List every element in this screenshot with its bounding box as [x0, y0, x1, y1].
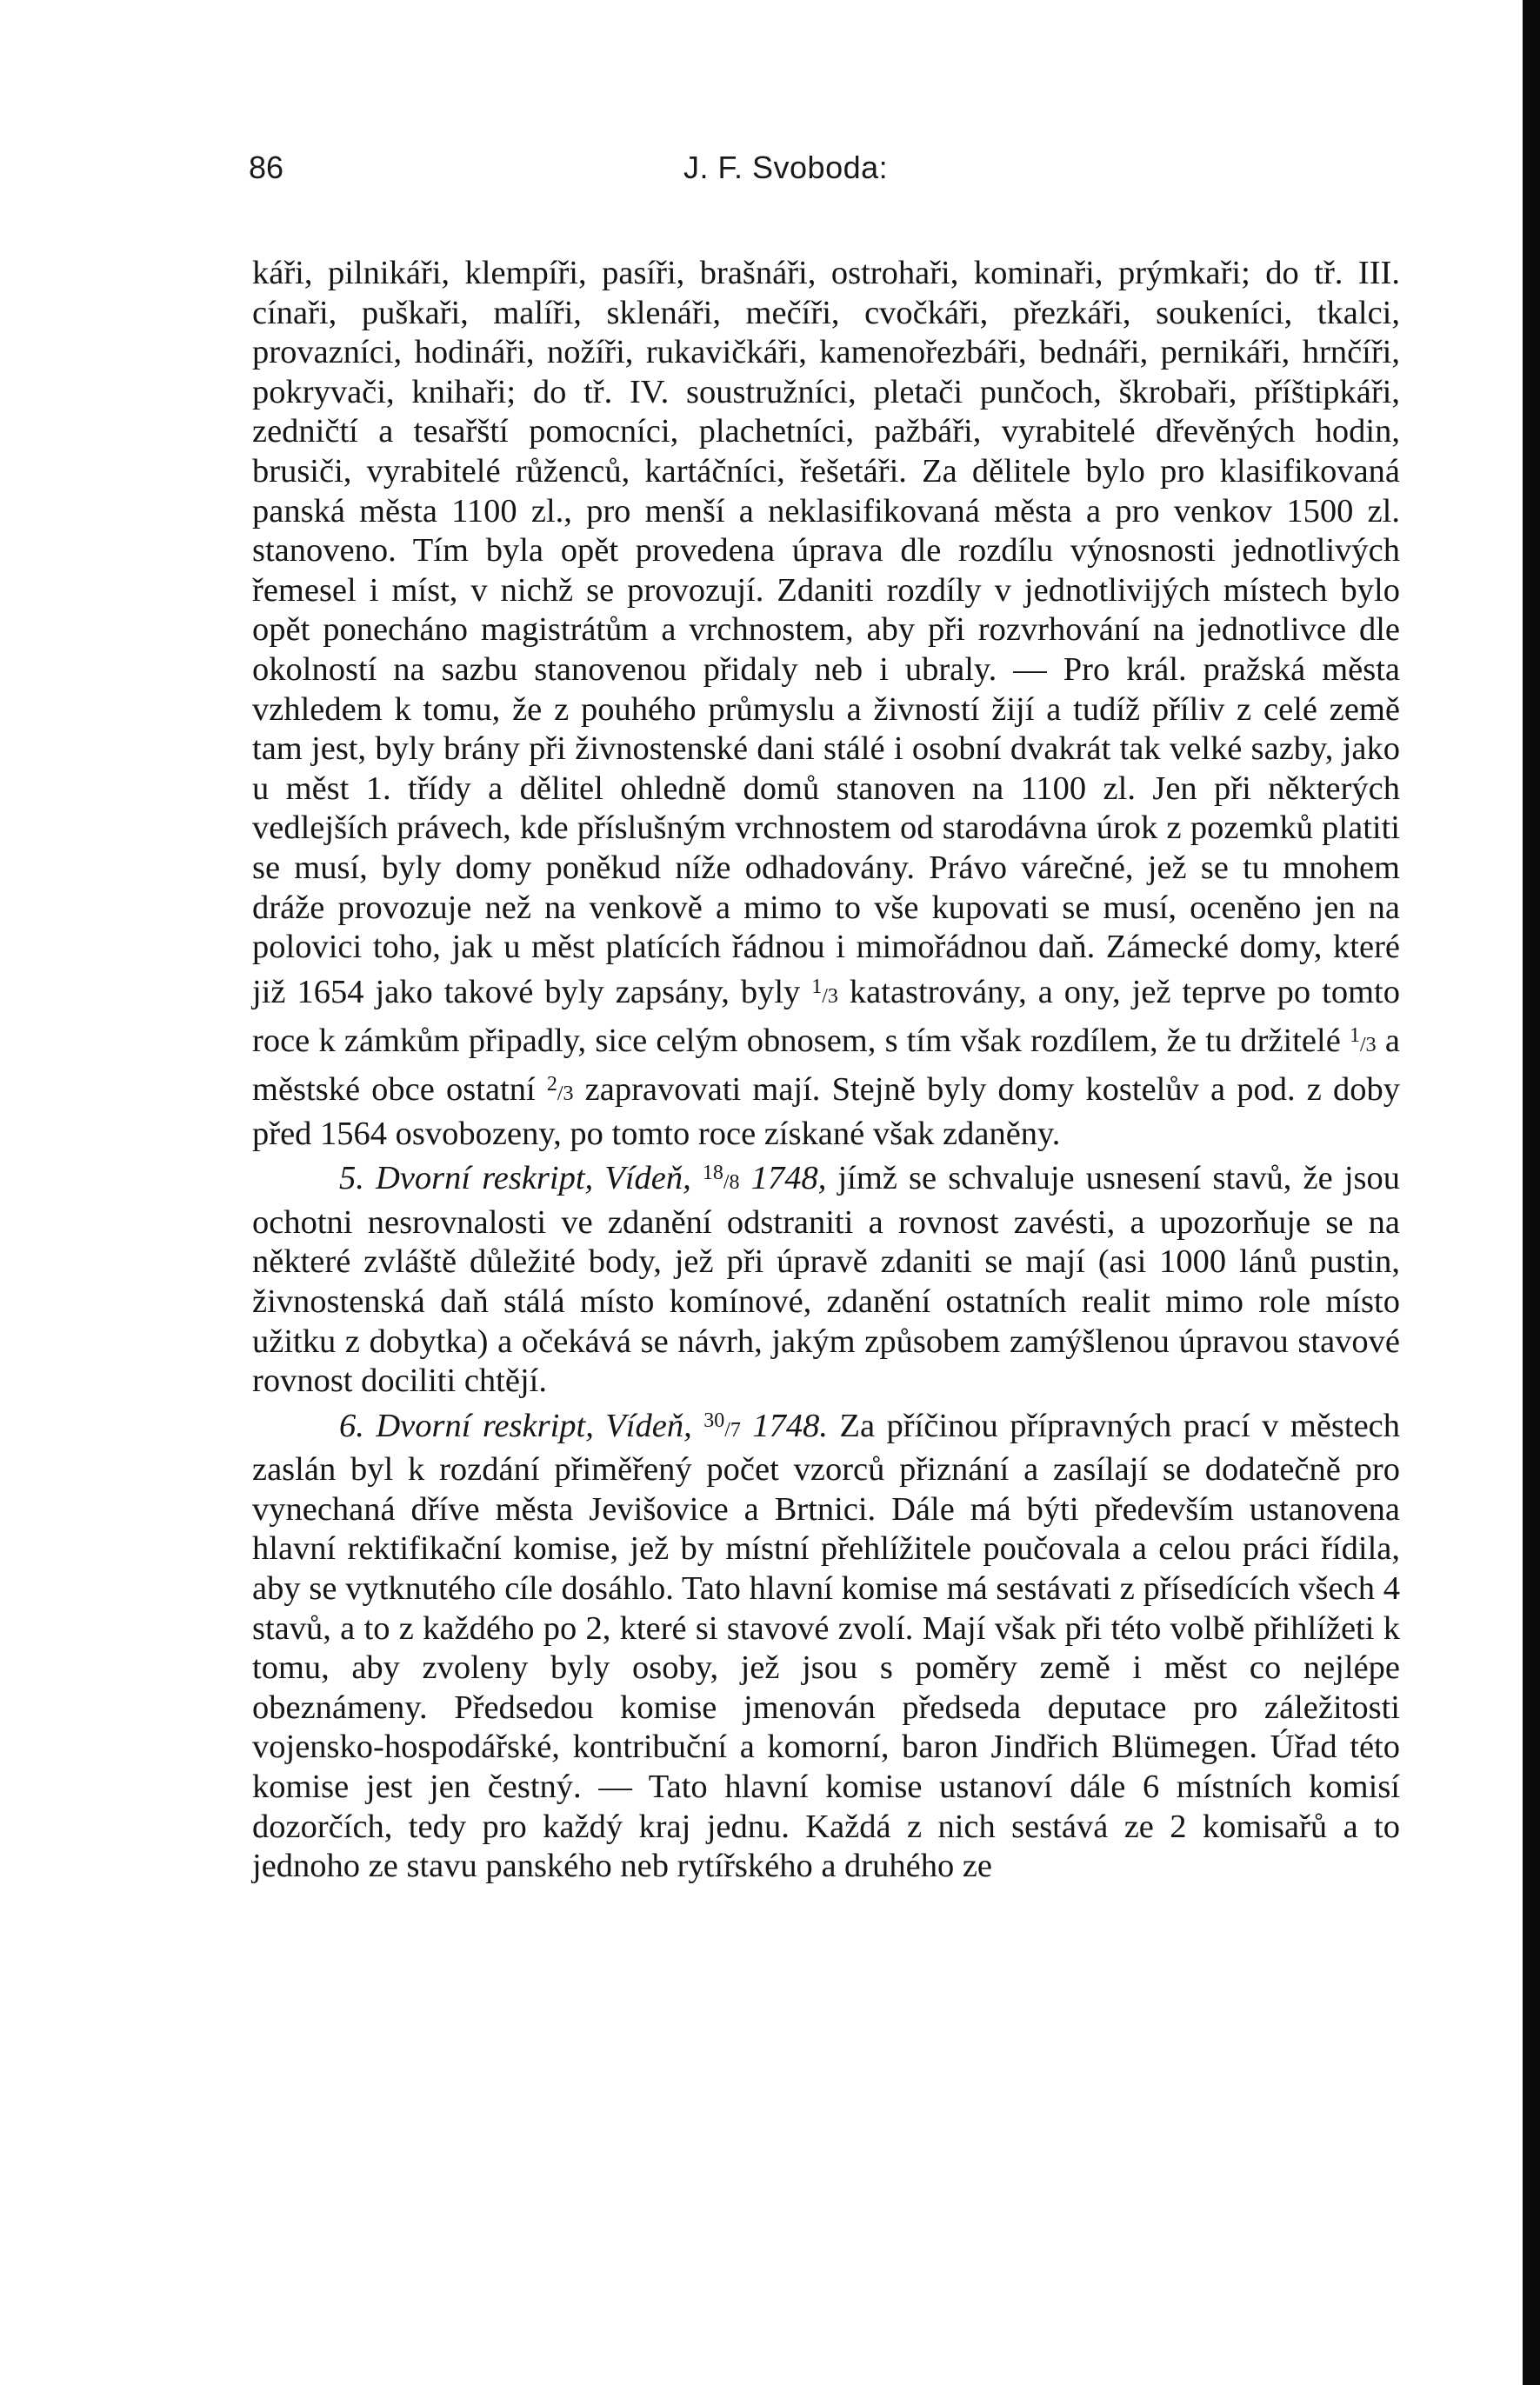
paragraph-text: Za příčinou přípravných prací v městech zaslán byl k rozdání přiměřený počet vzorců přiznání a zasílají se dodatečně pro vynechaná dříve města Jevišovice a Brtnici. Dále má býti především ustanovena hlavní rektifikační komise, jež by místní přehlížitele poučovala a celou práci řídila, aby se vytknutého cíle dosáhlo. Tato hlavní komise má sestávati z přísedících všech 4 stavů, a to z každého po 2, které si stavové zvolí. Mají však při této volbě přihlížeti k tomu, aby zvoleny byly osoby, jež jsou s poměry země i měst co nejlépe obeznámeny. Předsedou komise jmenován předseda deputace pro záležitosti vojensko-hospodářské, kontribuční a komorní, baron Jindřich Blümegen. Úřad této komise jest jen čestný. — Tato hlavní komise ustanoví dále 6 místních komisí dozorčích, tedy pro každý kraj jednu. Každá z nich sestává ze 2 komisařů a to jednoho ze stavu panského neb rytířského a druhého ze	[252, 1407, 1401, 1885]
paragraph-text: káři, pilnikáři, klempíři, pasíři, brašnáři, ostrohaři, kominaři, prýmkaři; do tř. III. cínaři, puškaři, malíři, sklenáři, mečíři, cvočkáři, přezkáři, soukeníci, tkalci, provazníci, hodináři, nožíři, rukavičkáři, kamenořezbáři, bednáři, pernikáři, hrnčíři, pokryvači, knihaři; do tř. IV. soustružníci, pletači punčoch, škrobaři, příštipkáři, zedničtí a tesařští pomocníci, plachetníci, pažbáři, vyrabitelé dřevěných hodin, brusiči, vyrabitelé růženců, kartáčníci, řešetáři. Za dělitele bylo pro klasifikovaná panská města 1100 zl., pro menší a neklasifikovaná města a pro venkov 1500 zl. stanoveno. Tím byla opět provedena úprava dle rozdílu výnosnosti jednotlivých řemesel i míst, v nichž se provozují. Zdaniti rozdíly v jednotlivijých místech bylo opět ponecháno magistrátům a vrchnostem, aby při rozvrhování na jednotlivce dle okolností na sazbu stanovenou přidaly neb i ubraly. — Pro král. pražská města vzhledem k tomu, že z pouhého průmyslu a živností žijí a tudíž příliv z celé země tam jest, byly brány při živnostenské dani stálé i osobní dvakrát tak velké sazby, jako u měst 1. třídy a dělitel ohledně domů stanoven na 1100 zl. Jen při některých vedlejších právech, kde příslušným vrchnostem od starodávna úrok z pozemků platiti se musí, byly domy poněkud níže odhadovány. Právo várečné, jež se tu mnohem dráže provozuje než na venkově a mimo to vše kupovati se musí, oceněno jen na polovici toho, jak u měst platících řádnou i mimořádnou daň. Zámecké domy, které již 1654 jako takové byly zapsány, byly	[252, 255, 1400, 1010]
rescript-heading: 5. Dvorní reskript, Vídeň,	[339, 1160, 691, 1197]
rescript-year: 1748,	[750, 1160, 827, 1197]
paragraph-rescript-6	[252, 1402, 1400, 1887]
paragraph-text: a městské obce ostatní	[252, 1022, 1400, 1109]
date-day: 18	[702, 1162, 723, 1185]
rescript-year: 1748.	[752, 1407, 828, 1444]
running-head: J. F. Svoboda:	[683, 150, 889, 185]
paragraph-text: katastrovány, a ony, jež teprve po tomto roce k zámkům připadly, sice celým obnosem, s tím však rozdílem, že tu držitelé	[252, 973, 1400, 1059]
page-header	[249, 150, 1391, 202]
body-text	[252, 254, 1400, 1887]
date-month: /8	[723, 1171, 740, 1195]
paragraph-text: jímž se schvaluje usnesení stavů, že jsou ochotni nesrovnalosti ve zdanění odstraniti a rovnost zavésti, a upozorňuje se na některé zvláště důležité body, jež při úpravě zdaniti se mají (asi 1000 lánů pustin, živnostenská daň stálá místo komínové, zdanění ostatních realit mimo role místo užitku z dobytka) a očekává se návrh, jakým způsobem zamýšlenou úpravou stavové rovnost dociliti chtějí.	[252, 1160, 1401, 1400]
date-day: 30	[703, 1409, 725, 1432]
page-number: 86	[249, 150, 284, 185]
scan-edge-border	[1523, 0, 1540, 2385]
fraction-denominator: /3	[1360, 1033, 1377, 1056]
paragraph-text: zapravovati mají. Stejně byly domy kostelův a pod. z doby před 1564 osvobozeny, po tomto roce získané však zdaněny.	[252, 1071, 1401, 1152]
rescript-heading: 6. Dvorní reskript, Vídeň,	[339, 1407, 692, 1444]
fraction-numerator: 1	[811, 975, 823, 998]
fraction-numerator: 2	[546, 1073, 557, 1096]
paragraph-continued	[252, 254, 1400, 1154]
fraction-numerator: 1	[1350, 1024, 1361, 1048]
date-month: /7	[724, 1418, 741, 1442]
fraction-denominator: /3	[557, 1083, 574, 1106]
paragraph-rescript-5	[252, 1154, 1400, 1401]
fraction-denominator: /3	[822, 984, 838, 1008]
